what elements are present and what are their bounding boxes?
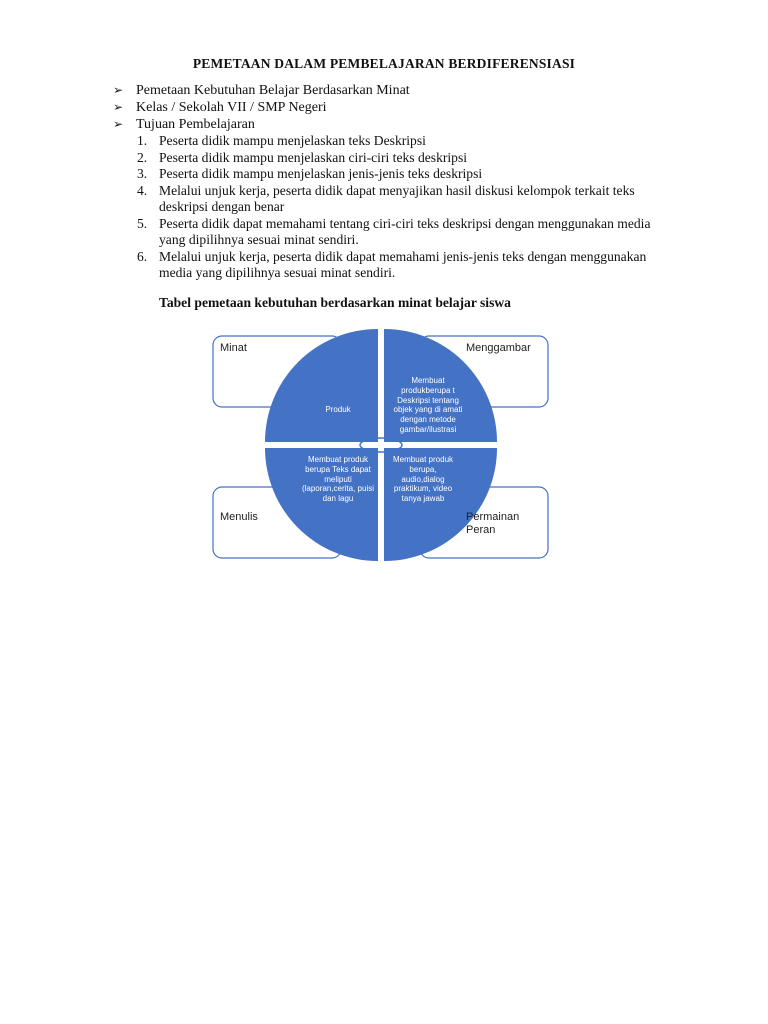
segment-label-permainan-peran: Membuat produk berupa, audio,dialog praktikum, video tanya jawab [392, 455, 454, 504]
corner-label-menulis: Menulis [220, 511, 258, 523]
arrow-bullet-icon: ➢ [113, 100, 124, 114]
objective-number: 5. [137, 216, 148, 232]
document-title: PEMETAAN DALAM PEMBELAJARAN BERDIFERENSIASI [192, 56, 576, 71]
arrow-bullet-icon: ➢ [113, 83, 124, 97]
segment-label-menggambar: Membuat produkberupa t Deskripsi tentang objek yang di amati dengan metode gambar/ilustrasi [393, 376, 463, 434]
table-caption: Tabel pemetaan kebutuhan berdasarkan minat belajar siswa [159, 295, 511, 310]
objective-text: Melalui unjuk kerja, peserta didik dapat menyajikan hasil diskusi kelompok terkait teks deskripsi dengan benar [159, 183, 635, 215]
horizontal-divider [262, 442, 500, 448]
segment-label-menulis: Membuat produk berupa Teks dapat meliputi (laporan,cerita, puisi dan lagu [301, 455, 375, 504]
segment-label-produk: Produk [325, 405, 351, 414]
bullet-text: Pemetaan Kebutuhan Belajar Berdasarkan Minat [136, 83, 410, 98]
arrow-bullet-icon: ➢ [113, 117, 124, 131]
bullet-text: Tujuan Pembelajaran [136, 117, 255, 132]
corner-label-permainan-peran: Permainan Peran [466, 511, 520, 536]
objective-text: Peserta didik mampu menjelaskan ciri-ciri teks deskripsi [159, 149, 468, 165]
objective-text: Peserta didik dapat memahami tentang ciri-ciri teks deskripsi dengan menggunakan media yang dipilihnya sesuai minat sendiri. [159, 216, 651, 248]
objective-text: Peserta didik mampu menjelaskan jenis-jenis teks deskripsi [159, 166, 483, 182]
corner-label-minat: Minat [220, 342, 247, 354]
objective-text: Peserta didik mampu menjelaskan teks Deskripsi [159, 133, 426, 148]
objective-number: 2. [137, 149, 148, 165]
objective-number: 3. [137, 166, 148, 182]
objective-number: 4. [137, 183, 148, 199]
bullet-text: Kelas / Sekolah VII / SMP Negeri [136, 100, 327, 115]
corner-label-menggambar: Menggambar [466, 342, 531, 354]
objective-number: 6. [137, 248, 148, 264]
objective-number: 1. [137, 133, 148, 148]
objective-text: Melalui unjuk kerja, peserta didik dapat memahami jenis-jenis teks dengan menggunakan media yang dipilihnya sesuai minat sendiri. [159, 248, 647, 281]
